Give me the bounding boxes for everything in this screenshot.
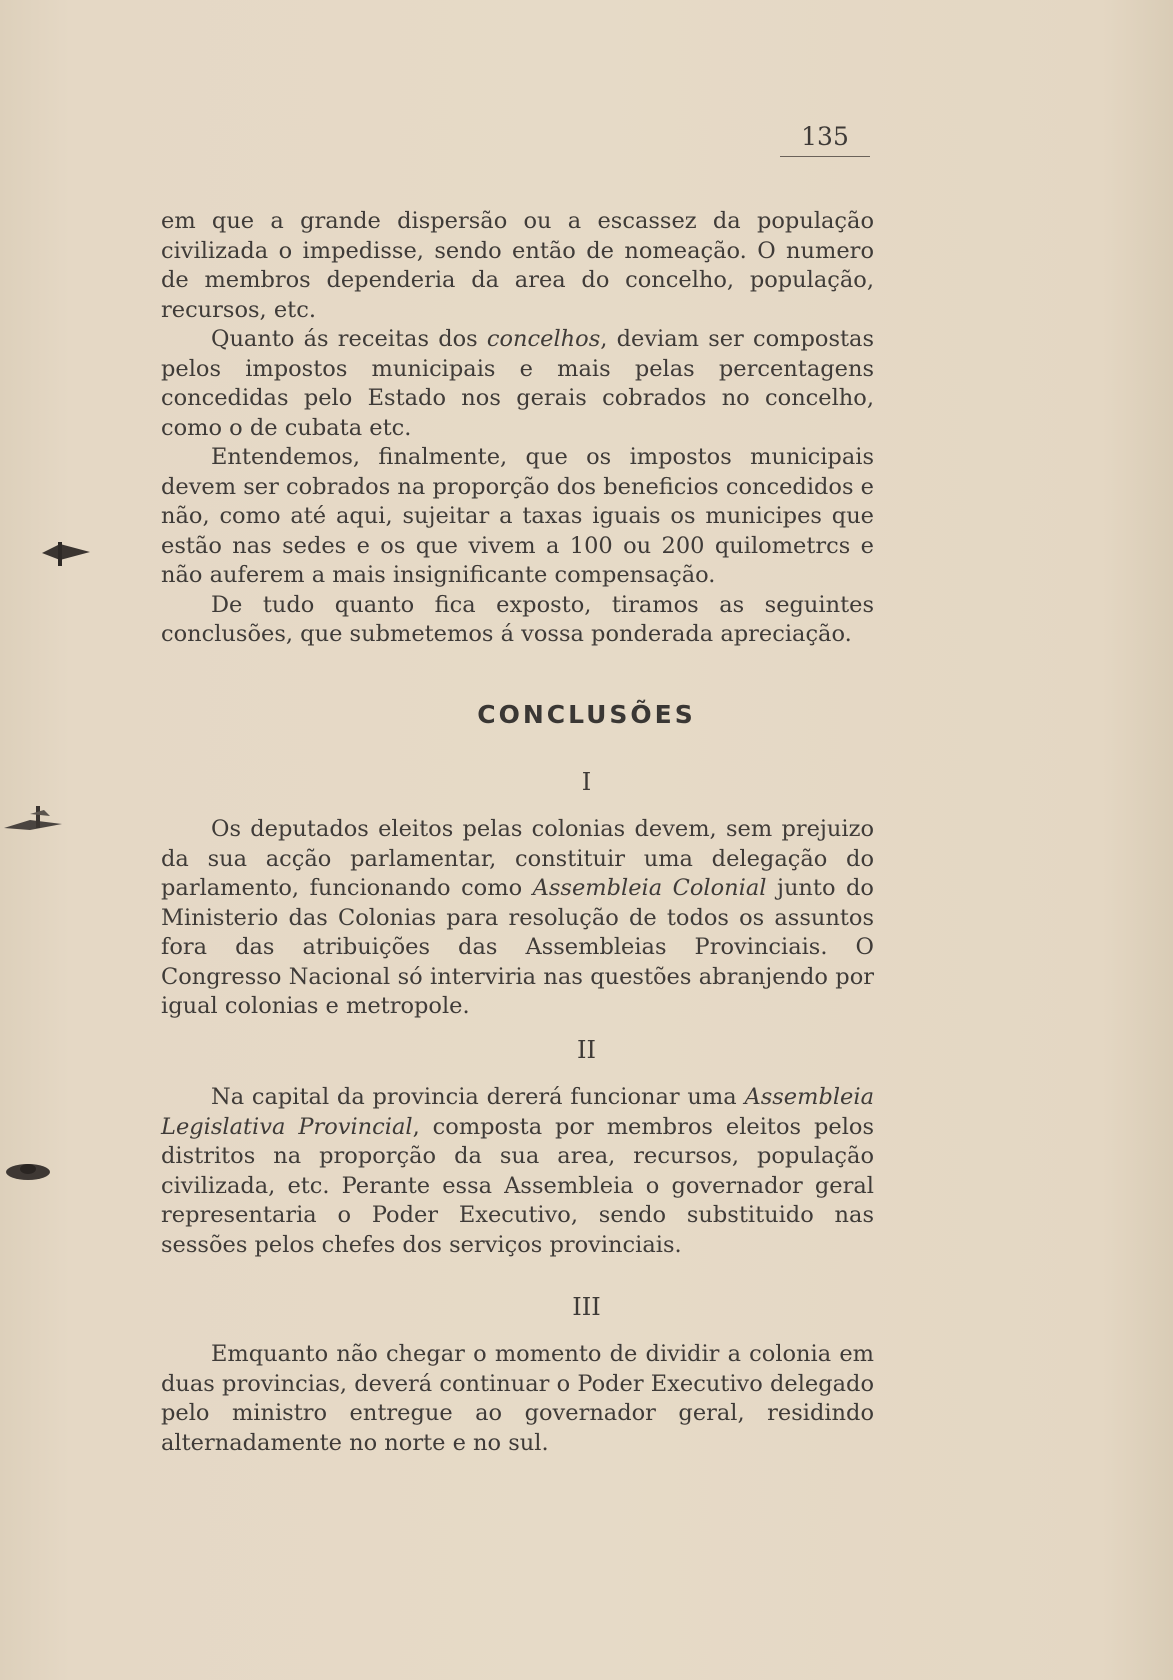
conclusion-1-end: junto do Ministerio das Colonias para resolução de todos os assuntos fora das atribuições das Assembleias Provinciais. O Congresso Nacional só interviria nas questões abranjendo por igual colonias e metropole. [161, 875, 874, 1019]
paragraph-continuation: em que a grande dispersão ou a escassez da população civilizada o impedisse, sendo então de nomeação. O numero de membros dependeria da area do concelho, população, recursos, etc. [161, 208, 874, 323]
binding-mark-top-icon [40, 538, 96, 568]
conclusion-2-start: Na capital da provincia dererá funcionar uma [211, 1084, 745, 1110]
conclusion-numeral-2: II [577, 1036, 596, 1064]
conclusion-1-italic: Assembleia Colonial [532, 875, 767, 901]
conclusion-3-text [161, 1340, 874, 1458]
conclusion-3-paragraph: Emquanto não chegar o momento de dividir a colonia em duas provincias, deverá continuar o Poder Executivo delegado pelo ministro entregue ao governador geral, residindo alternadamente no norte e no sul. [161, 1341, 874, 1456]
conclusion-numeral-3: III [572, 1293, 601, 1321]
section-heading: CONCLUSÕES [477, 700, 696, 729]
binding-mark-bottom-icon [0, 1150, 60, 1190]
page-number-rule [780, 156, 870, 157]
page-number: 135 [801, 122, 849, 151]
conclusion-numeral-1: I [581, 768, 592, 796]
conclusion-2-italic: Assembleia Legislativa Provincial [161, 1084, 874, 1140]
paragraph-conclusao-intro: De tudo quanto fica exposto, tiramos as seguintes conclusões, que submetemos á vossa ponderada apreciação. [161, 591, 874, 647]
conclusion-1-text [161, 815, 874, 1022]
conclusion-1-paragraph [161, 815, 874, 1022]
body-text [161, 207, 874, 650]
paragraph-impostos: Entendemos, finalmente, que os impostos municipais devem ser cobrados na proporção dos beneficios concedidos e não, como até aqui, sujeitar a taxas iguais os municipes que estão nas sedes e os que vivem a 100 ou 200 quilometrcs e não auferem a mais insignificante compensação. [161, 444, 874, 588]
conclusion-2-text [161, 1083, 874, 1260]
conclusion-2-end: , composta por membros eleitos pelos distritos na proporção da sua area, recursos, população civilizada, etc. Perante essa Assembleia o governador geral representaria o Poder Executivo, sendo substituido nas sessões pelos chefes dos serviços provinciais. [161, 1113, 874, 1258]
conclusion-1-start: Os deputados eleitos pelas colonias devem, sem prejuizo da sua acção parlamentar, constituir uma delegação do parlamento, funcionando como [161, 816, 874, 901]
binding-mark-middle-icon [0, 800, 66, 846]
conclusion-2-paragraph [161, 1083, 874, 1260]
paragraph-receitas-italic: concelhos [486, 326, 601, 352]
paragraph-receitas-start: Quanto ás receitas dos [211, 326, 487, 352]
paragraph-receitas [161, 325, 874, 443]
paragraph-receitas-end: , deviam ser compostas pelos impostos municipais e mais pelas percentagens concedidas pelo Estado nos gerais cobrados no concelho, como o de cubata etc. [161, 326, 874, 441]
